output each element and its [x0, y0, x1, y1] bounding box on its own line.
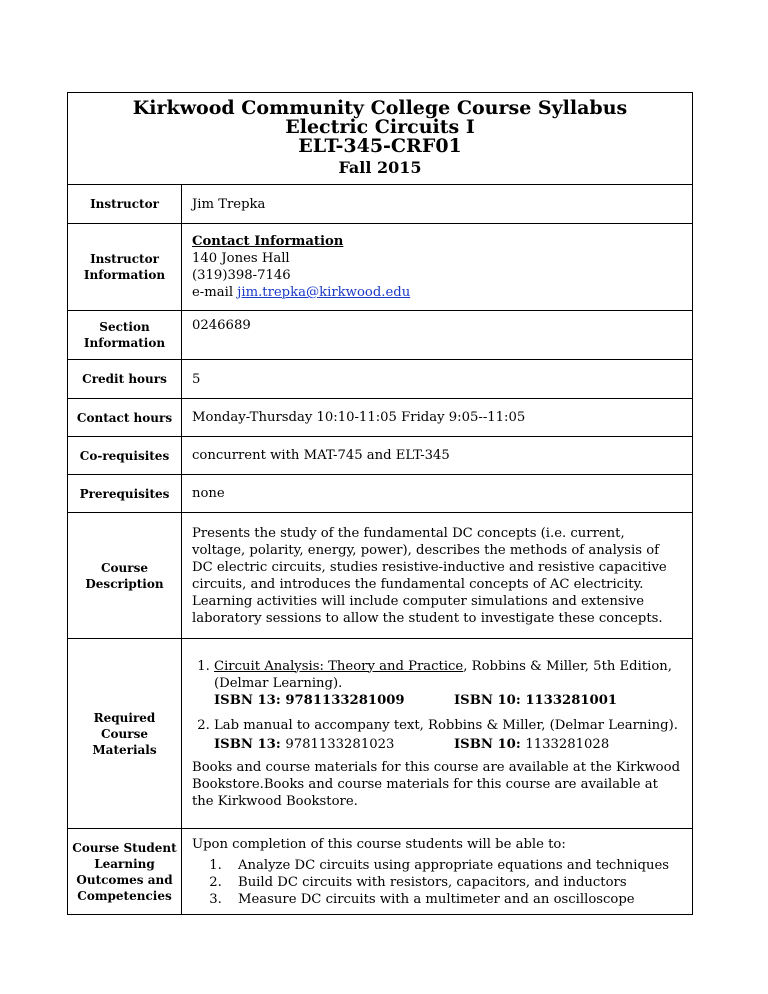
outcomes-intro: Upon completion of this course students will be able to:: [192, 836, 566, 852]
list-item: 2. Lab manual to accompany text, Robbins & Miller, (Delmar Learning). ISBN 13: 9781133281023 ISBN 10: 1133281028: [214, 717, 682, 753]
isbn13: 9781133281023: [285, 736, 395, 752]
row-label: Co-requisites: [68, 437, 182, 474]
course-code: ELT-345-CRF01: [298, 135, 462, 157]
list-item: 1. Circuit Analysis: Theory and Practice, Robbins & Miller, 5th Edition, (Delmar Learning). ISBN 13: 9781133281009 ISBN 10: 1133281001: [214, 658, 682, 709]
row-label: Instructor Information: [68, 224, 182, 310]
row-required-materials: [68, 639, 692, 829]
contact-hours-value: Monday-Thursday 10:10-11:05 Friday 9:05--11:05: [192, 410, 526, 425]
textbook-title: Circuit Analysis: Theory and Practice: [214, 658, 464, 674]
term: Fall 2015: [338, 158, 422, 177]
page-title: Kirkwood Community College Course Syllabus: [132, 97, 628, 119]
row-credit-hours: [68, 360, 692, 399]
instructor-name: Jim Trepka: [192, 196, 266, 212]
row-label: Instructor: [68, 185, 182, 223]
email-link[interactable]: jim.trepka@kirkwood.edu: [237, 285, 411, 300]
office: 140 Jones Hall: [192, 251, 290, 266]
phone: (319)398-7146: [192, 268, 291, 283]
contact-heading: Contact Information: [192, 234, 344, 249]
syllabus-table: [67, 92, 693, 915]
section-number: 0246689: [192, 318, 251, 333]
row-learning-outcomes: [68, 829, 692, 914]
isbn10: 1133281001: [525, 692, 618, 708]
course-name: Electric Circuits I: [285, 116, 475, 138]
row-label: Required Course Materials: [68, 639, 182, 828]
row-label: Course Description: [68, 513, 182, 638]
row-label: Contact hours: [68, 399, 182, 436]
isbn13: 9781133281009: [285, 692, 405, 708]
credit-hours-value: 5: [192, 371, 201, 387]
email-label: e-mail: [192, 285, 238, 300]
row-section: [68, 311, 692, 360]
row-corequisites: [68, 437, 692, 475]
bookstore-note: Books and course materials for this course are available at the Kirkwood Bookstore.Books and course materials for this course are available at the Kirkwood Bookstore.: [192, 759, 681, 809]
row-prerequisites: [68, 475, 692, 513]
course-description-text: Presents the study of the fundamental DC concepts (i.e. current, voltage, polarity, energy, power), describes the methods of analysis of DC electric circuits, studies resistive-inductive and resistive capacitive circuits, and introduces the fundamental concepts of AC electricity. Learning activities will include computer simulations and extensive laboratory sessions to allow the student to investigate these concepts.: [192, 525, 667, 626]
row-instructor-info: [68, 224, 692, 311]
list-item: 1. Analyze DC circuits using appropriate equations and techniques: [226, 857, 682, 874]
row-course-description: [68, 513, 692, 639]
row-label: Section Information: [68, 311, 182, 359]
syllabus-header: [68, 93, 692, 185]
list-item: 2. Build DC circuits with resistors, capacitors, and inductors: [226, 874, 682, 891]
list-item: 3. Measure DC circuits with a multimeter and an oscilloscope: [226, 891, 682, 908]
row-label: Credit hours: [68, 360, 182, 398]
prerequisites-value: none: [192, 486, 225, 501]
corequisites-value: concurrent with MAT-745 and ELT-345: [192, 448, 450, 463]
materials-list: [192, 658, 682, 753]
row-label: Course Student Learning Outcomes and Competencies: [68, 829, 182, 914]
row-contact-hours: [68, 399, 692, 437]
row-instructor: [68, 185, 692, 224]
outcomes-list: [192, 857, 682, 908]
row-label: Prerequisites: [68, 475, 182, 512]
isbn10: 1133281028: [525, 736, 610, 752]
